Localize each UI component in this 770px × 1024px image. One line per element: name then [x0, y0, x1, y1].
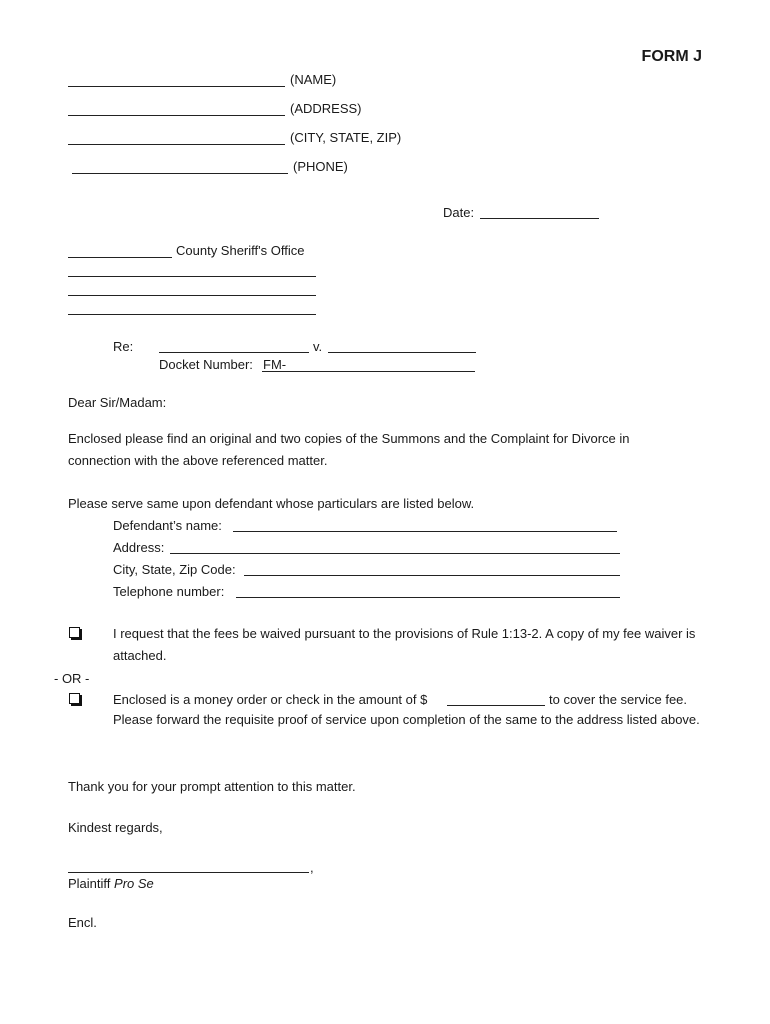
closing-text: Kindest regards, [68, 820, 163, 835]
money-order-text-start: Enclosed is a money order or check in the amount of $ [113, 692, 428, 707]
name-field-label: (NAME) [290, 72, 337, 87]
defendant-address-line[interactable] [170, 553, 620, 554]
docket-prefix: FM- [263, 357, 287, 372]
date-field-line[interactable] [480, 218, 599, 219]
signature-line[interactable] [68, 872, 309, 873]
city-state-zip-field-line[interactable] [68, 144, 285, 145]
plaintiff-name-line[interactable] [159, 352, 309, 353]
defendant-phone-line[interactable] [236, 597, 620, 598]
defendant-city-line[interactable] [244, 575, 620, 576]
sheriff-address-line-2[interactable] [68, 295, 316, 296]
docket-number-line[interactable] [262, 371, 475, 372]
address-field-label: (ADDRESS) [290, 101, 362, 116]
re-label: Re: [113, 339, 134, 354]
sheriff-address-line-1[interactable] [68, 276, 316, 277]
defendant-name-line[interactable] [233, 531, 617, 532]
thank-you-text: Thank you for your prompt attention to this matter. [68, 779, 356, 794]
docket-number-label: Docket Number: [159, 357, 253, 372]
signer-title [68, 876, 154, 892]
versus-label: v. [313, 339, 323, 354]
money-order-text-end: to cover the service fee. [549, 692, 688, 707]
defendant-caption-line[interactable] [328, 352, 476, 353]
money-order-text-rest: Please forward the requisite proof of service upon completion of the same to the address listed above. [113, 712, 700, 727]
signer-title-italic: Pro Se [114, 876, 154, 891]
defendant-city-label: City, State, Zip Code: [113, 562, 236, 577]
fee-waiver-text: I request that the fees be waived pursuant to the provisions of Rule 1:13-2. A copy of my fee waiver is attached. [113, 626, 696, 663]
county-field-line[interactable] [68, 257, 172, 258]
defendant-name-label: Defendant’s name: [113, 518, 222, 533]
or-separator: - OR - [54, 671, 90, 686]
money-order-amount-line[interactable] [447, 705, 545, 706]
city-state-zip-field-label: (CITY, STATE, ZIP) [290, 130, 402, 145]
enclosed-paragraph: Enclosed please find an original and two copies of the Summons and the Complaint for Divorce in connection with the above referenced matter. [68, 431, 630, 468]
defendant-phone-label: Telephone number: [113, 584, 225, 599]
address-field-line[interactable] [68, 115, 285, 116]
signer-title-text: Plaintiff [68, 876, 111, 891]
defendant-address-label: Address: [113, 540, 165, 555]
signature-comma: , [310, 860, 314, 875]
sheriff-address-line-3[interactable] [68, 314, 316, 315]
salutation: Dear Sir/Madam: [68, 395, 167, 410]
name-field-line[interactable] [68, 86, 285, 87]
fee-waiver-checkbox[interactable] [69, 627, 80, 638]
enclosure-text: Encl. [68, 915, 97, 930]
phone-field-line[interactable] [72, 173, 288, 174]
phone-field-label: (PHONE) [293, 159, 348, 174]
money-order-checkbox[interactable] [69, 693, 80, 704]
sheriff-office-label: County Sheriff's Office [176, 243, 305, 258]
form-title: FORM J [641, 48, 702, 65]
serve-intro: Please serve same upon defendant whose particulars are listed below. [68, 496, 475, 511]
date-label: Date: [443, 205, 475, 220]
